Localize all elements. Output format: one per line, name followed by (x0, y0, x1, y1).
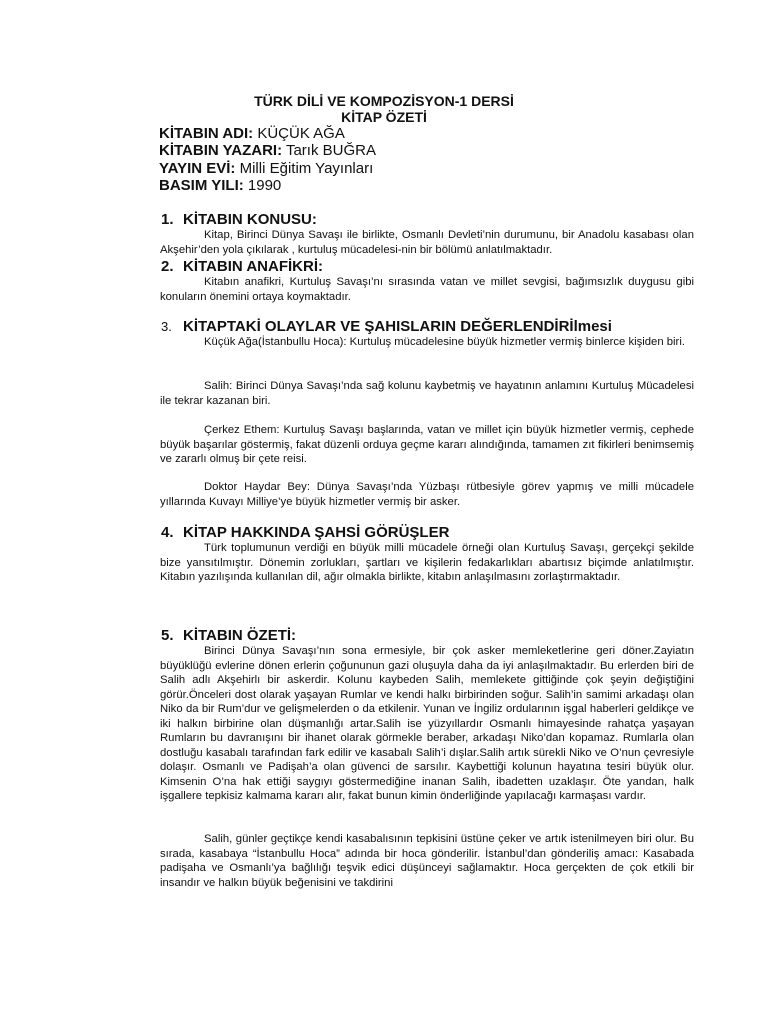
section-5-title: KİTABIN ÖZETİ: (183, 627, 297, 644)
section-1-number: 1. (161, 211, 174, 228)
section-3-number: 3. (161, 319, 172, 334)
book-author-value: Tarık BUĞRA (285, 142, 376, 159)
section-2-title: KİTABIN ANAFİKRİ: (183, 258, 323, 275)
section-3-title: KİTAPTAKİ OLAYLAR VE ŞAHISLARIN DEĞERLENDİRİlmesi (183, 318, 612, 335)
book-publisher-value: Milli Eğitim Yayınları (239, 160, 374, 177)
book-year-value: 1990 (247, 177, 282, 194)
section-5-paragraph-2: Salih, günler geçtikçe kendi kasabalısının tepkisini üstüne çeker ve artık istenilmeyen biri olur. Bu sırada, kasabaya “İstanbullu Hoca” adında bir hoca gönderilir. İstanbul’dan gönderiliş amacı: Kasabada padişaha ve Osmanlı’ya bağlılığı teşvik edici düşünceyi sağlamaktır. Hoca gerçekten de çok etkili bir insandır ve halkın büyük beğenisini ve takdirini (160, 833, 694, 889)
book-author-row (159, 142, 376, 160)
section-3-paragraph-1: Küçük Ağa(İstanbullu Hoca): Kurtuluş mücadelesine büyük hizmetler vermiş binlerce kişiden biri. (204, 336, 685, 348)
book-author-label: KİTABIN YAZARI: (159, 142, 283, 159)
section-2-number: 2. (161, 258, 174, 275)
section-3-paragraph-2: Salih: Birinci Dünya Savaşı’nda sağ kolunu kaybetmiş ve hayatının anlamını Kurtuluş Mücadelesi ile tekrar kazanan biri. (160, 380, 694, 407)
book-name-value: KÜÇÜK AĞA (257, 125, 345, 142)
section-1-heading (161, 211, 317, 229)
section-5-number: 5. (161, 627, 174, 644)
document-subtitle: KİTAP ÖZETİ (341, 109, 427, 125)
section-3-paragraph-3: Çerkez Ethem: Kurtuluş Savaşı başlarında, vatan ve millet için büyük hizmetler vermiş, cephede büyük başarılar göstermiş, fakat düzenli orduya geçme kararı alındığında, tamamen zıt fikirleri benimsemiş ve zararlı olmuş bir çete reisi. (160, 424, 694, 465)
section-3-paragraph-4: Doktor Haydar Bey: Dünya Savaşı’nda Yüzbaşı rütbesiyle görev yapmış ve milli mücadele yıllarında Kuvayı Milliye’ye büyük hizmetler vermiş bir asker. (160, 481, 694, 508)
book-year-row (159, 177, 281, 195)
section-1-text: Kitap, Birinci Dünya Savaşı ile birlikte, Osmanlı Devleti’nin durumunu, bir Anadolu kasabası olan Akşehir’den yola çıkılarak , kurtuluş mücadelesi-nin bir bölümü anlatılmaktadır. (160, 229, 694, 256)
section-4-heading (161, 524, 449, 542)
section-4-text: Türk toplumunun verdiği en büyük milli mücadele örneği olan Kurtuluş Savaşı, gerçekçi şekilde bize yansıtılmıştır. Dönemin zorlukları, şartları ve kişilerin fedakarlıkları abartısız biçimde anlatılmıştır. Kitabın yazılışında kullanılan dil, ağır olmakla birlikte, kitabın anlaşılmasını zorlaştırmaktadır. (160, 542, 694, 583)
section-4-number: 4. (161, 524, 174, 541)
book-name-row (159, 125, 345, 143)
book-year-label: BASIM YILI: (159, 177, 244, 194)
book-publisher-row (159, 160, 373, 178)
section-2-heading (161, 258, 323, 276)
section-2-text: Kitabın anafikri, Kurtuluş Savaşı’nı sırasında vatan ve millet sevgisi, bağımsızlık duygusu gibi konuların önemini ortaya koymaktadır. (160, 276, 694, 303)
section-1-title: KİTABIN KONUSU: (183, 211, 317, 228)
section-3-heading (161, 318, 612, 336)
section-5-paragraph-1: Birinci Dünya Savaşı’nın sona ermesiyle, bir çok asker memleketlerine geri döner.Zayiatın büyüklüğü evlerine dönen erlerin çoğununun gazi oluşuyla daha da iyi anlaşılmaktadır. Bu erlerden biri de Salih adlı Akşehirlı bir askerdir. Kolunu kaybeden Salih, memlekete gittiğinde çok şeyin değiştiğini görür.Önceleri dost olarak yaşayan Rumlar ve kendi halkı birbirinden soğur. Salih’in samimi arkadaşı olan Niko da bir Rum’dur ve gelişmelerden o da etkilenir. Yunan ve İngiliz ordularının işgal haberleri geldikçe ve iki halkın birbirine olan düşmanlığı artar.Salih ise yüzyıllardır Osmanlı himayesinde rahatça yaşayan Rumların bu davranışını bir ihanet olarak görmekle beraber, arkadaşı Niko’dan kopamaz. Rumlarla olan dostluğu kasabalı tarafından fark edilir ve kasabalı Salih’i dışlar.Salih artık sürekli Niko ve O’nun çevresiyle dolaşır. Osmanlı ve Padişah’a olan güvenci de sarsılır. Kaybettiği kolunun hayatına tesiri büyük olur. Kimsenin O’na hak ettiği saygıyı göstermediğine inanan Salih, ibadetten uzaklaşır. Öte yandan, halk işgallere tepkisiz kalmama kararı alır, fakat bunun kimin önderliğinde yapılacağı karmaşası vardır. (160, 645, 694, 802)
section-4-title: KİTAP HAKKINDA ŞAHSİ GÖRÜŞLER (183, 524, 450, 541)
book-publisher-label: YAYIN EVİ: (159, 160, 236, 177)
book-name-label: KİTABIN ADI: (159, 125, 254, 142)
section-5-heading (161, 627, 296, 645)
document-title: TÜRK DİLİ VE KOMPOZİSYON-1 DERSİ (254, 93, 514, 109)
